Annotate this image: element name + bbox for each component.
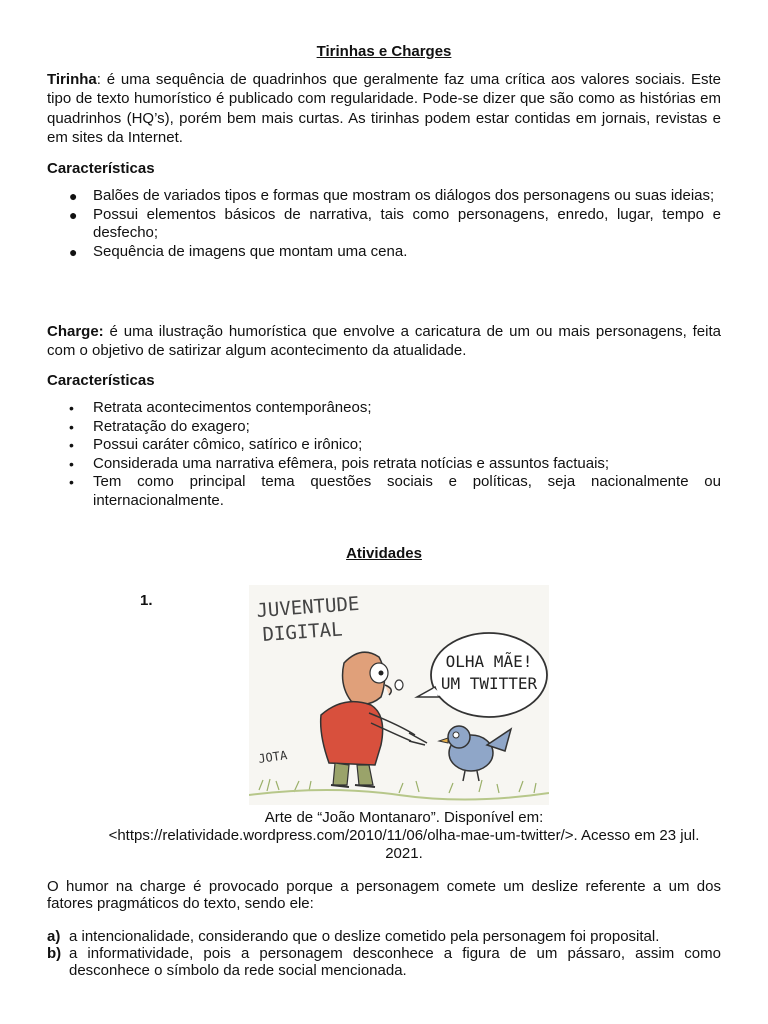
bullet-icon: ●	[69, 206, 78, 223]
artist-signature: JOTA	[257, 748, 289, 766]
tirinha-characteristics-list	[47, 187, 721, 261]
question-text: O humor na charge é provocado porque a personagem comete um deslize referente a um dos fatores pragmáticos do texto, sendo ele:	[47, 878, 721, 912]
answer-options	[47, 928, 721, 979]
caption-line: 2021.	[385, 845, 423, 862]
list-item: ● Balões de variados tipos e formas que mostram os diálogos dos personagens ou suas ideias;	[69, 187, 715, 204]
list-item: • Considerada uma narrativa efêmera, pois retrata notícias e assuntos factuais;	[69, 454, 610, 472]
charge-text: é uma ilustração humorística que envolve a caricatura de um ou mais personagens, feita com o objetivo de satirizar algum acontecimento da atualidade.	[47, 323, 721, 360]
tirinha-term: Tirinha	[47, 71, 97, 88]
balloon-text-line1: OLHA MÃE!	[445, 652, 533, 671]
option-text: a intencionalidade, considerando que o deslize cometido pela personagem foi proposital.	[69, 928, 660, 945]
list-item: • Possui caráter cômico, satírico e irônico;	[69, 436, 363, 453]
caption-link: <https://relatividade.wordpress.com/2010/11/06/olha-mae-um-twitter/>. Acesso em 23 jul.	[108, 827, 700, 844]
bullet-icon: ●	[69, 243, 78, 260]
cartoon-illustration	[249, 585, 549, 805]
answer-option[interactable]	[47, 928, 721, 945]
tirinha-characteristics-heading: Características	[47, 160, 155, 177]
image-caption	[87, 809, 721, 863]
tirinha-text: : é uma sequência de quadrinhos que geralmente faz uma crítica aos valores sociais. Este tipo de texto humorístico é publicado com regularidade. Pode-se dizer que são como as histórias em quadrinhos (HQ’s), porém bem mais curtas. As tirinhas podem estar contidas em jornais, revistas e em sites da Internet.	[47, 71, 721, 146]
list-item: • Retrata acontecimentos contemporâneos;	[69, 399, 372, 416]
bullet-icon: •	[69, 474, 74, 490]
cartoon-title-line1: JUVENTUDE	[255, 592, 361, 622]
list-item: • Tem como principal tema questões sociais e políticas, seja nacionalmente ou internacionalmente.	[69, 473, 721, 509]
cartoon-title-line2: DIGITAL	[261, 618, 344, 646]
bullet-icon: ●	[69, 188, 78, 204]
caption-line: Arte de “João Montanaro”. Disponível em:	[264, 809, 544, 826]
balloon-text-line2: UM TWITTER	[440, 674, 538, 693]
list-item: • Retratação do exagero;	[69, 417, 250, 435]
activities-heading: Atividades	[346, 545, 422, 562]
option-text: a informatividade, pois a personagem desconhece a figura de um pássaro, assim como desconhece o símbolo da rede social mencionada.	[69, 945, 721, 979]
option-letter: a)	[47, 928, 61, 945]
charge-term: Charge:	[47, 323, 104, 340]
question-number: 1.	[140, 592, 153, 609]
charge-characteristics-heading: Características	[47, 372, 155, 389]
page-title: Tirinhas e Charges	[316, 43, 452, 60]
list-item: ● Possui elementos básicos de narrativa, tais como personagens, enredo, lugar, tempo e desfecho;	[69, 205, 721, 241]
bullet-icon: •	[69, 400, 74, 416]
answer-option[interactable]	[47, 945, 721, 979]
bullet-icon: •	[69, 418, 74, 435]
bullet-icon: •	[69, 437, 74, 453]
tirinha-definition	[47, 70, 721, 147]
option-letter: b)	[47, 945, 62, 962]
list-item: ● Sequência de imagens que montam uma cena.	[69, 242, 408, 260]
charge-characteristics-list	[47, 399, 721, 510]
charge-definition	[47, 322, 721, 361]
bullet-icon: •	[69, 455, 74, 472]
